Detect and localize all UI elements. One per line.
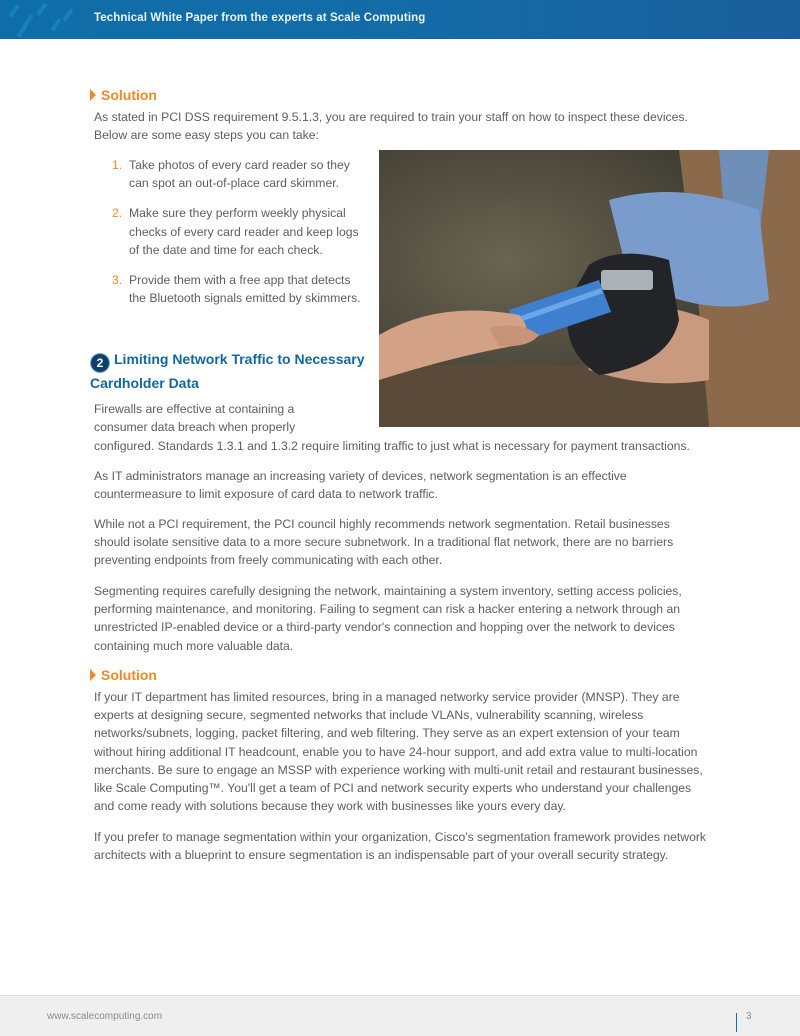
list-number: 2.: [112, 206, 123, 221]
list-text: Provide them with a free app that detects the Bluetooth signals emitted by skimmers.: [129, 273, 361, 306]
footer: [0, 995, 800, 1036]
header-bar: [0, 0, 800, 39]
paragraph: Segmenting requires carefully designing the network, maintaining a system inventory, setting access policies, performing maintenance, and monitoring. Failing to segment can risk a hacker entering a network through an unrestricted IP-enabled device or a third-party vendor's connection and hopping over the network to devices containing much more valuable data.: [94, 584, 682, 653]
solution-label: Solution: [101, 667, 157, 683]
list-text: Take photos of every card reader so they can spot an out-of-place card skimmer.: [129, 158, 350, 191]
section-number-badge: 2: [90, 353, 110, 373]
list-text: Make sure they perform weekly physical checks of every card reader and keep logs of the date and time for each check.: [129, 206, 359, 257]
paragraph: As IT administrators manage an increasing variety of devices, network segmentation is an effective countermeasure to limit exposure of card data to network traffic.: [94, 469, 627, 502]
paragraph: If you prefer to manage segmentation within your organization, Cisco's segmentation framework provides network architects with a blueprint to ensure segmentation is an indispensable part of your overall security strategy.: [94, 830, 707, 863]
header-decoration: [0, 0, 90, 39]
page-number: 3: [746, 1011, 752, 1022]
header-title: Technical White Paper from the experts at Scale Computing: [94, 12, 426, 24]
solution-heading: [90, 667, 157, 683]
solution-label: Solution: [101, 87, 157, 103]
list-item: [112, 271, 362, 307]
card-reader-photo: [379, 150, 800, 427]
paragraph: While not a PCI requirement, the PCI council highly recommends network segmentation. Retail businesses should isolate sensitive data to a more secure subnetwork. In a traditional flat network, there are no barriers preventing endpoints from freely communicating with each other.: [94, 517, 674, 568]
card-reader-illustration: [379, 150, 800, 427]
paragraph: Firewalls are effective at containing a consumer data breach when properly: [94, 402, 296, 435]
paragraph: If your IT department has limited resources, bring in a managed networky service provider (MNSP). They are experts at designing secure, segmented networks that include VLANs, vulnerability scanning, wireless networks/subnets, logging, packet filtering, and web filtering. They serve as an expert extension of your team without hiring additional IT headcount, enable you to have 24-hour support, and add extra value to multi-location merchants. Be sure to engage an MSSP with experience working with multi-unit retail and restaurant businesses, like Scale Computing™. You'll get a team of PCI and network security experts who understand your challenges and come ready with solutions because they work with businesses like yours every day.: [94, 690, 703, 814]
steps-list: [112, 156, 362, 319]
paragraph: configured. Standards 1.3.1 and 1.3.2 require limiting traffic to just what is necessary for payment transactions.: [94, 439, 690, 453]
section-title: Limiting Network Traffic to Necessary Cardholder Data: [90, 351, 365, 391]
triangle-arrow-icon: [90, 89, 96, 101]
triangle-arrow-icon: [90, 669, 96, 681]
list-number: 1.: [112, 158, 123, 172]
list-item: [112, 204, 362, 259]
section-heading: [90, 349, 370, 393]
solution-heading: [90, 87, 157, 103]
footer-url: www.scalecomputing.com: [47, 1011, 163, 1022]
list-number: 3.: [112, 273, 123, 288]
list-item: [112, 156, 362, 192]
footer-divider: [736, 1013, 737, 1032]
solution-intro: As stated in PCI DSS requirement 9.5.1.3, you are required to train your staff on how to inspect these devices. Below are some easy steps you can take:: [94, 110, 688, 143]
